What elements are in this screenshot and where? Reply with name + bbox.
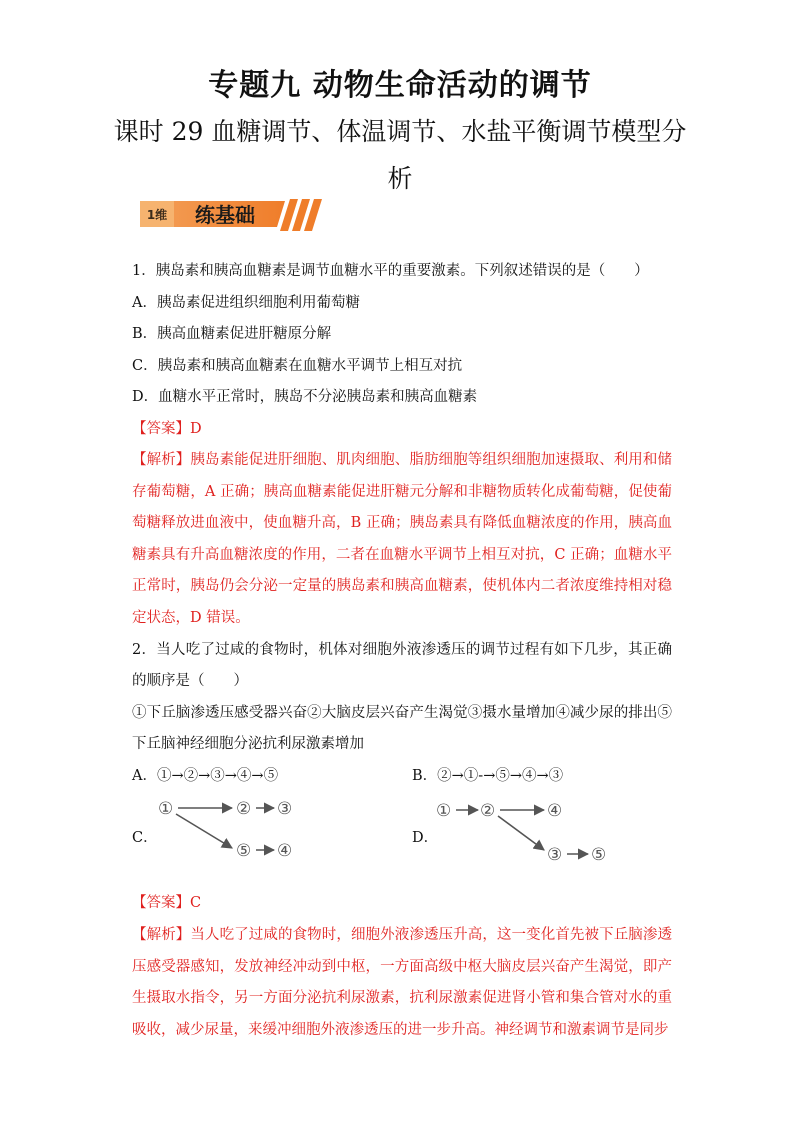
diagram-arrow: [498, 816, 544, 850]
answer-value: D: [190, 420, 202, 437]
q2-option-d-diagram: [436, 792, 616, 868]
diagram-c-node: ②: [236, 799, 252, 820]
diagram-d-node: ⑤: [591, 845, 607, 866]
diagram-d-node: ③: [547, 845, 563, 866]
q2-option-c-diagram: [154, 792, 314, 862]
section-banner: [140, 193, 325, 233]
diagram-c-node: ③: [277, 799, 293, 820]
diagram-d-node: ①: [436, 801, 452, 822]
q1-option-b: B．胰高血糖素促进肝糖原分解: [132, 326, 332, 342]
banner-text: 练基础: [195, 203, 255, 227]
q1-option-d: D．血糖水平正常时，胰岛不分泌胰岛素和胰高血糖素: [132, 389, 478, 405]
q2-option-c-label: C．: [132, 830, 158, 847]
answer-label: 【答案】: [132, 420, 190, 437]
question-content: [132, 256, 672, 1046]
analysis-text: 当人吃了过咸的食物时，细胞外液渗透压升高，这一变化首先被下丘脑渗透压感受器感知，发放神经冲动到中枢，一方面高级中枢大脑皮层兴奋产生渴觉，即产生摄取水指令，另一方面分泌抗利尿激素，抗利尿激素促进肾小管和集合管对水的重吸收，减少尿量，来缓冲细胞外液渗透压的进一步升高。神经调节和激素调节是同步: [132, 926, 672, 1038]
banner-tag: 1维: [146, 208, 168, 222]
q1-stem: 1．胰岛素和胰高血糖素是调节血糖水平的重要激素。下列叙述错误的是（ ）: [132, 263, 649, 279]
diagram-d-node: ④: [547, 801, 563, 822]
q2-option-d-label: D．: [412, 830, 439, 847]
answer-label: 【答案】: [132, 895, 190, 912]
q2-answer: [132, 888, 672, 920]
q1-option-a: A．胰岛素促进组织细胞利用葡萄糖: [132, 294, 360, 311]
analysis-label: 【解析】: [132, 926, 191, 943]
q1-answer: [132, 414, 672, 446]
q1-option-c: C．胰岛素和胰高血糖素在血糖水平调节上相互对抗: [132, 357, 463, 374]
diagram-c-node: ④: [277, 841, 293, 862]
diagram-c-node: ⑤: [236, 841, 252, 862]
q2-option-b: B．②→①-→⑤→④→③: [412, 767, 564, 784]
q2-options-cd: [132, 792, 672, 888]
q1-analysis: [132, 445, 672, 635]
q2-option-a: A．①→②→③→④→⑤: [132, 767, 279, 784]
page-title: 专题九 动物生命活动的调节: [208, 68, 592, 103]
analysis-text: 胰岛素能促进肝细胞、肌肉细胞、脂肪细胞等组织细胞加速摄取、利用和储存葡萄糖，A 正确；胰高血糖素能促进肝糖元分解和非糖物质转化成葡萄糖，促使葡萄糖释放进血液中，使血糖升高，B 正确；胰岛素具有降低血糖浓度的作用，胰高血糖素具有升高血糖浓度的作用，二者在血糖水平调节上相互对抗，C 正确；血糖水平正常时，胰岛仍会分泌一定量的胰岛素和胰高血糖素，使机体内二者浓度维持相对稳定状态，D 错误。: [132, 452, 672, 626]
page-subtitle: 课时 29 血糖调节、体温调节、水盐平衡调节模型分析: [113, 117, 687, 193]
q2-stem: 2．当人吃了过咸的食物时，机体对细胞外液渗透压的调节过程有如下几步，其正确的顺序是（ ）: [132, 641, 672, 690]
answer-value: C: [190, 895, 202, 912]
q2-steps: ①下丘脑渗透压感受器兴奋②大脑皮层兴奋产生渴觉③摄水量增加④减少尿的排出⑤下丘脑神经细胞分泌抗利尿激素增加: [132, 704, 672, 753]
diagram-c-node: ①: [158, 799, 174, 820]
diagram-arrow: [176, 814, 232, 848]
analysis-label: 【解析】: [132, 452, 191, 468]
q2-options-ab: [132, 761, 672, 793]
q2-analysis: [132, 920, 672, 1046]
diagram-d-node: ②: [480, 801, 496, 822]
